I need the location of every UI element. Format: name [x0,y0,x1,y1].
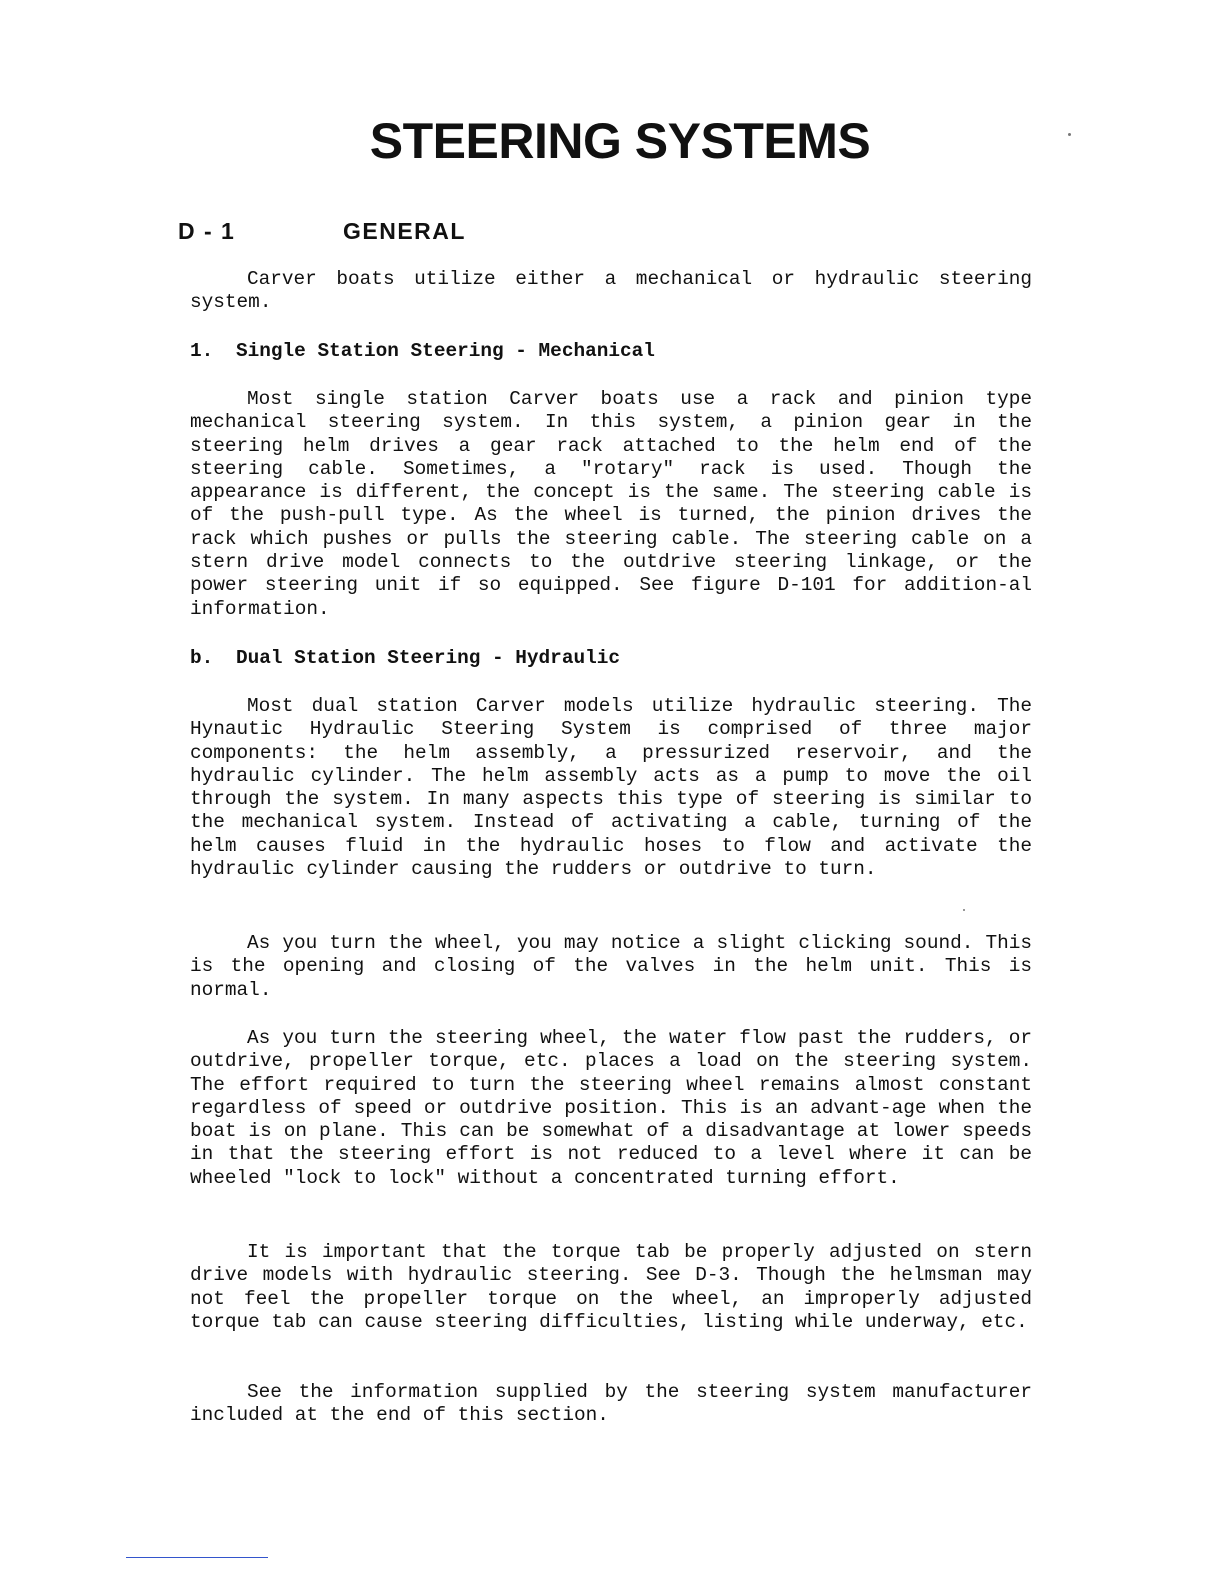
paragraph-steering-effort: As you turn the steering wheel, the water flow past the rudders, or outdrive, propeller torque, etc. places a load on the steering system. The effort required to turn the steering wheel remains almost constant regardless of speed or outdrive position. This is an advant-age when the boat is on plane. This can be somewhat of a disadvantage at lower speeds in that the steering effort is not reduced to a level where it can be wheeled "lock to lock" without a concentrated turning effort. [190,1027,1032,1189]
subsection-heading-hydraulic [190,647,620,670]
page-title: STEERING SYSTEMS [369,113,871,169]
subsection-label: b. [190,647,214,669]
paragraph-manufacturer-info: See the information supplied by the steering system manufacturer included at the end of this section. [190,1381,1032,1427]
subsection-label: 1. [190,340,214,362]
subsection-title: Dual Station Steering - Hydraulic [236,647,620,669]
paragraph-clicking-sound: As you turn the wheel, you may notice a slight clicking sound. This is the opening and closing of the valves in the helm unit. This is normal. [190,932,1032,1001]
subsection-heading-mechanical [190,340,655,363]
footer-rule [126,1557,268,1558]
section-heading [178,218,466,245]
scan-speck [1068,133,1071,136]
paragraph-hydraulic-overview: Most dual station Carver models utilize hydraulic steering. The Hynautic Hydraulic Steering System is comprised of three major components: the helm assembly, a pressurized reservoir, and the hydraulic cylinder. The helm assembly acts as a pump to move the oil through the system. In many aspects this type of steering is similar to the mechanical system. Instead of activating a cable, turning of the helm causes fluid in the hydraulic hoses to flow and activate the hydraulic cylinder causing the rudders or outdrive to turn. [190,695,1032,881]
subsection-title: Single Station Steering - Mechanical [236,340,655,362]
scan-speck [963,909,965,911]
section-number: D - 1 [178,218,236,244]
paragraph-torque-tab: It is important that the torque tab be properly adjusted on stern drive models with hydraulic steering. See D-3. Though the helmsman may not feel the propeller torque on the wheel, an improperly adjusted torque tab can cause steering difficulties, listing while underway, etc. [190,1241,1032,1333]
intro-paragraph: Carver boats utilize either a mechanical or hydraulic steering system. [190,268,1032,314]
paragraph-mechanical: Most single station Carver boats use a rack and pinion type mechanical steering system. In this system, a pinion gear in the steering helm drives a gear rack attached to the helm end of the steering cable. Sometimes, a "rotary" rack is used. Though the appearance is different, the concept is the same. The steering cable is of the push-pull type. As the wheel is turned, the pinion drives the rack which pushes or pulls the steering cable. The steering cable on a stern drive model connects to the outdrive steering linkage, or the power steering unit if so equipped. See figure D-101 for addition-al information. [190,388,1032,620]
section-title: GENERAL [343,218,466,244]
